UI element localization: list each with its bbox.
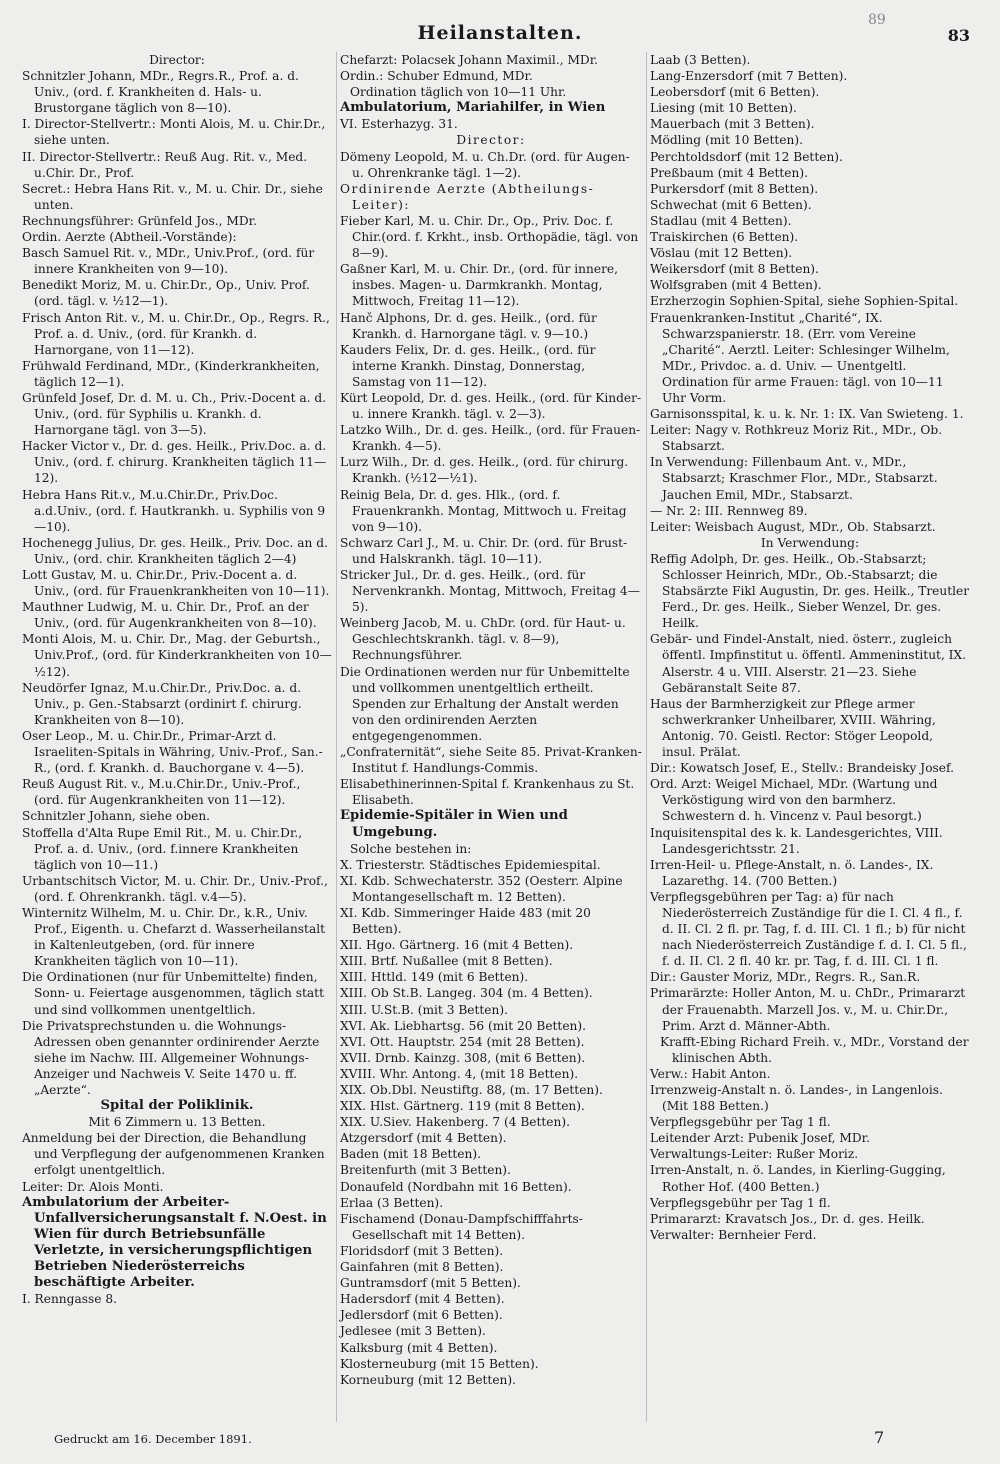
- entry: Ordin.: Schuber Edmund, MDr.: [340, 69, 533, 84]
- pencil-note: 89: [868, 12, 886, 28]
- entry: Verwaltungs-Leiter: Rußer Moriz.: [650, 1147, 859, 1162]
- entry: Dir.: Kowatsch Josef, E., Stellv.: Brandeisky Josef.: [650, 761, 954, 776]
- entry: Hochenegg Julius, Dr. ges. Heilk., Priv. Doc. an d. Univ., (ord. chir. Krankheiten täglich 2—4): [22, 535, 328, 566]
- entry: Lurz Wilh., Dr. d. ges. Heilk., (ord. für chirurg. Krankh. (½12—½1).: [340, 455, 629, 486]
- entry: Ord. Arzt: Weigel Michael, MDr. (Wartung und Verköstigung wird von den barmherz. Schwestern d. h. Vincenz v. Paul besorgt.): [650, 777, 938, 824]
- entry: Weinberg Jacob, M. u. ChDr. (ord. für Haut- u. Geschlechtskrankh. tägl. v. 8—9), Rechnungsführer.: [340, 616, 626, 663]
- entry: Ordination täglich von 10—11 Uhr.: [350, 85, 567, 100]
- entry: Leiter: Nagy v. Rothkreuz Moriz Rit., MDr., Ob. Stabsarzt.: [650, 423, 943, 454]
- column-middle: [340, 52, 642, 1388]
- entry: I. Renngasse 8.: [22, 1292, 117, 1307]
- entry: Basch Samuel Rit. v., MDr., Univ.Prof., (ord. für innere Krankheiten von 9—10).: [22, 246, 315, 277]
- entry: Traiskirchen (6 Betten).: [650, 230, 799, 245]
- entry: Dömeny Leopold, M. u. Ch.Dr. (ord. für Augen- u. Ohrenkranke tägl. 1—2).: [340, 149, 630, 180]
- entry: XIII. U.St.B. (mit 3 Betten).: [340, 1002, 508, 1017]
- entry: XIX. Hlst. Gärtnerg. 119 (mit 8 Betten).: [340, 1099, 585, 1114]
- entry: Director:: [149, 53, 205, 67]
- entry: Purkersdorf (mit 8 Betten).: [650, 181, 819, 196]
- entry: Benedikt Moriz, M. u. Chir.Dr., Op., Univ. Prof. (ord. tägl. v. ½12—1).: [22, 278, 310, 309]
- entry: Verwalter: Bernheier Ferd.: [650, 1227, 817, 1242]
- entry: Frauenkranken-Institut „Charité“, IX. Schwarzspanierstr. 18. (Err. vom Vereine „Charité“. Aerztl. Leiter: Schlesinger Wilhelm, MDr., Privdoc. a. d. Univ. — Unentgeltl. Ordination für arme Frauen: tägl. von 10—11 Uhr Vorm.: [650, 310, 950, 405]
- entry: Anmeldung bei der Direction, die Behandlung und Verpflegung der aufgenommenen Kranken erfolgt unentgeltlich.: [22, 1131, 325, 1178]
- entry: Schwarz Carl J., M. u. Chir. Dr. (ord. für Brust- und Halskrankh. tägl. 10—11).: [340, 535, 628, 566]
- entry: Chefarzt: Polacsek Johann Maximil., MDr.: [340, 53, 599, 67]
- entry: Gainfahren (mit 8 Betten).: [340, 1260, 504, 1275]
- entry: XI. Kdb. Schwechaterstr. 352 (Oesterr. Alpine Montangesellschaft m. 12 Betten).: [340, 873, 623, 904]
- entry: Stricker Jul., Dr. d. ges. Heilk., (ord. für Nervenkrankh. Montag, Mittwoch, Freitag 4—5).: [340, 568, 640, 615]
- entry: Mödling (mit 10 Betten).: [650, 133, 803, 148]
- entry: Hadersdorf (mit 4 Betten).: [340, 1292, 505, 1307]
- entry: Liesing (mit 10 Betten).: [650, 101, 797, 116]
- entry: „Confraternität“, siehe Seite 85. Privat-Kranken-Institut f. Handlungs-Commis.: [340, 745, 642, 776]
- entry: I. Director-Stellvertr.: Monti Alois, M. u. Chir.Dr., siehe unten.: [22, 117, 326, 148]
- entry: Mauthner Ludwig, M. u. Chir. Dr., Prof. an der Univ., (ord. für Augenkrankheiten von 8—10).: [22, 600, 317, 631]
- entry: Wolfsgraben (mit 4 Betten).: [650, 278, 822, 293]
- entry: Grünfeld Josef, Dr. d. M. u. Ch., Priv.-Docent a. d. Univ., (ord. für Syphilis u. Krankh. d. Harnorgane tägl. von 3—5).: [22, 390, 327, 438]
- entry: Director:: [456, 133, 526, 148]
- signature-mark: 7: [874, 1428, 885, 1447]
- entry: Laab (3 Betten).: [650, 53, 751, 67]
- entry: Atzgersdorf (mit 4 Betten).: [340, 1131, 507, 1146]
- entry: XVIII. Whr. Antong. 4, (mit 18 Betten).: [340, 1066, 579, 1081]
- column-left: [22, 52, 332, 1307]
- entry: XIX. Ob.Dbl. Neustiftg. 88, (m. 17 Betten).: [340, 1083, 603, 1097]
- entry: Kalksburg (mit 4 Betten).: [340, 1340, 498, 1355]
- entry: Breitenfurth (mit 3 Betten).: [340, 1163, 511, 1178]
- entry: Solche bestehen in:: [350, 841, 472, 856]
- entry: — Nr. 2: III. Rennweg 89.: [650, 503, 808, 518]
- entry: Die Privatsprechstunden u. die Wohnungs-Adressen oben genannter ordinirender Aerzte siehe im Nachw. III. Allgemeiner Wohnungs-Anzeiger und Nachweis V. Seite 1470 u. ff. „Aerzte“.: [22, 1018, 320, 1097]
- entry: Kürt Leopold, Dr. d. ges. Heilk., (ord. für Kinder- u. innere Krankh. tägl. v. 2—3).: [340, 390, 642, 422]
- entry: Stadlau (mit 4 Betten).: [650, 213, 792, 228]
- entry: Irren-Anstalt, n. ö. Landes, in Kierling-Gugging, Rother Hof. (400 Betten.): [650, 1163, 946, 1194]
- entry: Verw.: Habit Anton.: [650, 1066, 771, 1081]
- entry: XIII. Ob St.B. Langeg. 304 (m. 4 Betten).: [340, 986, 593, 1001]
- entry: Jedlersdorf (mit 6 Betten).: [340, 1308, 503, 1323]
- entry: Schnitzler Johann, MDr., Regrs.R., Prof. a. d. Univ., (ord. f. Krankheiten d. Hals- u. Brustorgane täglich von 8—10).: [22, 69, 299, 116]
- entry: Klosterneuburg (mit 15 Betten).: [340, 1356, 539, 1371]
- entry: Donaufeld (Nordbahn mit 16 Betten).: [340, 1179, 572, 1194]
- entry: XIX. U.Siev. Hakenberg. 7 (4 Betten).: [340, 1115, 570, 1130]
- entry: Ambulatorium, Mariahilfer, in Wien: [340, 100, 606, 116]
- entry: X. Triesterstr. Städtisches Epidemiespital.: [340, 857, 601, 872]
- entry: XI. Kdb. Simmeringer Haide 483 (mit 20 Betten).: [340, 905, 591, 937]
- entry: Haus der Barmherzigkeit zur Pflege armer schwerkranker Unheilbarer, XVIII. Währing, Antonig. 70. Geistl. Rector: Stöger Leopold, insul. Prälat.: [650, 696, 936, 760]
- entry: Dir.: Gauster Moriz, MDr., Regrs. R., San.R.: [650, 970, 921, 985]
- entry: Secret.: Hebra Hans Rit. v., M. u. Chir. Dr., siehe unten.: [22, 181, 323, 212]
- entry: Schwechat (mit 6 Betten).: [650, 197, 812, 212]
- print-date: Gedruckt am 16. December 1891.: [54, 1432, 252, 1446]
- entry: Erzherzogin Sophien-Spital, siehe Sophien-Spital.: [650, 294, 959, 309]
- column-right: [650, 52, 970, 1243]
- column-rule: [646, 52, 647, 1422]
- entry: Korneuburg (mit 12 Betten).: [340, 1372, 517, 1387]
- entry: VI. Esterhazyg. 31.: [340, 117, 458, 132]
- entry: Irren-Heil- u. Pflege-Anstalt, n. ö. Landes-, IX. Lazarethg. 14. (700 Betten.): [650, 857, 934, 888]
- entry: Perchtoldsdorf (mit 12 Betten).: [650, 149, 843, 164]
- entry: XVI. Ak. Liebhartsg. 56 (mit 20 Betten).: [340, 1018, 587, 1033]
- entry: Primararzt: Kravatsch Jos., Dr. d. ges. Heilk.: [650, 1211, 925, 1226]
- entry: Reuß August Rit. v., M.u.Chir.Dr., Univ.-Prof., (ord. für Augenkrankheiten von 11—12).: [22, 777, 301, 808]
- entry: Floridsdorf (mit 3 Betten).: [340, 1243, 504, 1258]
- entry: XVII. Drnb. Kainzg. 308, (mit 6 Betten).: [340, 1050, 586, 1065]
- entry: Monti Alois, M. u. Chir. Dr., Mag. der Geburtsh., Univ.Prof., (ord. für Kinderkrankheiten von 10—½12).: [22, 632, 332, 679]
- entry: Frühwald Ferdinand, MDr., (Kinderkrankheiten, täglich 12—1).: [22, 358, 320, 389]
- entry: XIII. Brtf. Nußallee (mit 8 Betten).: [340, 954, 553, 969]
- entry: Stoffella d'Alta Rupe Emil Rit., M. u. Chir.Dr., Prof. a. d. Univ., (ord. f.innere Krankheiten täglich von 10—11.): [22, 825, 303, 872]
- entry: Rechnungsführer: Grünfeld Jos., MDr.: [22, 213, 257, 228]
- entry: Primarärzte: Holler Anton, M. u. ChDr., Primararzt der Frauenabth. Marzell Jos. v., M. u. Chir.Dr., Prim. Arzt d. Männer-Abth.: [650, 986, 966, 1033]
- entry: Epidemie-Spitäler in Wien und Umgebung.: [340, 808, 568, 840]
- entry: Latzko Wilh., Dr. d. ges. Heilk., (ord. für Frauen-Krankh. 4—5).: [340, 423, 641, 454]
- entry: XVI. Ott. Hauptstr. 254 (mit 28 Betten).: [340, 1034, 585, 1049]
- entry: Elisabethinerinnen-Spital f. Krankenhaus zu St. Elisabeth.: [340, 777, 635, 808]
- entry: Ordinirende Aerzte (Abtheilungs-Leiter):: [340, 181, 595, 212]
- entry: Gebär- und Findel-Anstalt, nied. österr., zugleich öffentl. Impfinstitut u. öffentl. Ammeninstitut, IX. Alserstr. 4 u. VIII. Alserstr. 21—23. Siehe Gebäranstalt Seite 87.: [650, 632, 967, 695]
- entry: XII. Hgo. Gärtnerg. 16 (mit 4 Betten).: [340, 938, 574, 953]
- entry: Guntramsdorf (mit 5 Betten).: [340, 1276, 521, 1291]
- entry: Garnisonsspital, k. u. k. Nr. 1: IX. Van Swieteng. 1.: [650, 407, 964, 422]
- column-rule: [336, 52, 337, 1422]
- entry: Die Ordinationen werden nur für Unbemittelte und vollkommen unentgeltlich ertheilt. Spenden zur Erhaltung der Anstalt werden von den ordinirenden Aerzten entgegengenommen.: [340, 664, 630, 743]
- entry: Winternitz Wilhelm, M. u. Chir. Dr., k.R., Univ. Prof., Eigenth. u. Chefarzt d. Wasserheilanstalt in Kaltenleutgeben, (ord. für innere Krankheiten täglich von 10—11).: [22, 905, 326, 969]
- entry: Jedlesee (mit 3 Betten).: [340, 1324, 486, 1339]
- entry: Weikersdorf (mit 8 Betten).: [650, 262, 819, 277]
- entry: Inquisitenspital des k. k. Landesgerichtes, VIII. Landesgerichtsstr. 21.: [650, 825, 943, 856]
- entry: Neudörfer Ignaz, M.u.Chir.Dr., Priv.Doc. a. d. Univ., p. Gen.-Stabsarzt (ordinirt f. chirurg. Krankheiten von 8—10).: [22, 680, 302, 727]
- entry: Leobersdorf (mit 6 Betten).: [650, 85, 820, 100]
- entry: Reffig Adolph, Dr. ges. Heilk., Ob.-Stabsarzt; Schlosser Heinrich, MDr., Ob.-Stabsarzt; die Stabsärzte Fikl Augustin, Dr. ges. Heilk., Treutler Ferd., Dr. ges. Heilk., Sieber Wenzel, Dr. ges. Heilk.: [650, 551, 970, 631]
- entry: Hanč Alphons, Dr. d. ges. Heilk., (ord. für Krankh. d. Harnorgane tägl. v. 9—10.): [340, 310, 597, 341]
- entry: Kauders Felix, Dr. d. ges. Heilk., (ord. für interne Krankh. Dinstag, Donnerstag, Samstag von 11—12).: [340, 342, 596, 389]
- entry: Ordin. Aerzte (Abtheil.-Vorstände):: [22, 230, 237, 245]
- page-number: 83: [947, 26, 970, 45]
- entry: Verpflegsgebühren per Tag: a) für nach Niederösterreich Zuständige für die I. Cl. 4 fl., f. d. II. Cl. 2 fl. pr. Tag, f. d. III. Cl. 1 fl.; b) für nicht nach Niederösterreich Zuständige f. d. I. Cl. 5 fl., f. d. II. Cl. 2 fl. 40 kr. pr. Tag, f. d. III. Cl. 1 fl.: [650, 889, 967, 969]
- entry: Spital der Poliklinik.: [100, 1098, 254, 1114]
- entry: Irrenzweig-Anstalt n. ö. Landes-, in Langenlois. (Mit 188 Betten.): [650, 1083, 943, 1114]
- entry: Oser Leop., M. u. Chir.Dr., Primar-Arzt d. Israeliten-Spitals in Währing, Univ.-Prof., San.-R., (ord. f. Krankh. d. Bauchorgane v. 4—5).: [22, 728, 323, 776]
- entry: Erlaa (3 Betten).: [340, 1195, 444, 1210]
- entry: Hacker Victor v., Dr. d. ges. Heilk., Priv.Doc. a. d. Univ., (ord. f. chirurg. Krankheiten täglich 11—12).: [22, 439, 327, 486]
- entry: In Verwendung: Fillenbaum Ant. v., MDr., Stabsarzt; Kraschmer Flor., MDr., Stabsarzt. Jauchen Emil, MDr., Stabsarzt.: [650, 455, 938, 502]
- entry: Lang-Enzersdorf (mit 7 Betten).: [650, 69, 848, 84]
- entry: Lott Gustav, M. u. Chir.Dr., Priv.-Docent a. d. Univ., (ord. für Frauenkrankheiten von 10—11).: [22, 568, 330, 599]
- entry: Reinig Bela, Dr. d. ges. Hlk., (ord. f. Frauenkrankh. Montag, Mittwoch u. Freitag von 9—10).: [340, 487, 627, 534]
- entry: Fischamend (Donau-Dampfschifffahrts-Gesellschaft mit 14 Betten).: [340, 1211, 583, 1242]
- entry: Hebra Hans Rit.v., M.u.Chir.Dr., Priv.Doc. a.d.Univ., (ord. f. Hautkrankh. u. Syphilis von 9—10).: [22, 487, 326, 534]
- entry: Krafft-Ebing Richard Freih. v., MDr., Vorstand der klinischen Abth.: [660, 1034, 969, 1065]
- entry: Preßbaum (mit 4 Betten).: [650, 165, 808, 180]
- entry: Schnitzler Johann, siehe oben.: [22, 809, 211, 824]
- entry: Ambulatorium der Arbeiter-Unfallversicherungsanstalt f. N.Oest. in Wien für durch Betriebsunfälle Verletzte, in versicherungspflichtigen Betrieben Niederösterreichs beschäftigte Arbeiter.: [22, 1194, 327, 1291]
- entry: Verpflegsgebühr per Tag 1 fl.: [650, 1195, 831, 1210]
- entry: Leitender Arzt: Pubenik Josef, MDr.: [650, 1131, 870, 1146]
- entry: Leiter: Weisbach August, MDr., Ob. Stabsarzt.: [650, 519, 936, 534]
- entry: Fieber Karl, M. u. Chir. Dr., Op., Priv. Doc. f. Chir.(ord. f. Krkht., insb. Orthopädie, tägl. von 8—9).: [340, 213, 639, 261]
- entry: II. Director-Stellvertr.: Reuß Aug. Rit. v., Med. u.Chir. Dr., Prof.: [22, 149, 308, 180]
- entry: Baden (mit 18 Betten).: [340, 1147, 481, 1162]
- entry: Mit 6 Zimmern u. 13 Betten.: [88, 1115, 266, 1130]
- entry: Vöslau (mit 12 Betten).: [650, 246, 793, 261]
- entry: Mauerbach (mit 3 Betten).: [650, 117, 815, 132]
- entry: Die Ordinationen (nur für Unbemittelte) finden, Sonn- u. Feiertage ausgenommen, täglich statt und sind vollkommen unentgeltlich.: [22, 970, 324, 1017]
- running-head: Heilanstalten.: [417, 22, 583, 44]
- entry: In Verwendung:: [760, 535, 860, 550]
- entry: Verpflegsgebühr per Tag 1 fl.: [650, 1115, 831, 1130]
- entry: Gaßner Karl, M. u. Chir. Dr., (ord. für innere, insbes. Magen- u. Darmkrankh. Montag, Mittwoch, Freitag 11—12).: [340, 262, 619, 309]
- entry: XIII. Httld. 149 (mit 6 Betten).: [340, 970, 529, 985]
- entry: Frisch Anton Rit. v., M. u. Chir.Dr., Op., Regrs. R., Prof. a. d. Univ., (ord. für Krankh. d. Harnorgane, von 11—12).: [22, 310, 330, 357]
- entry: Leiter: Dr. Alois Monti.: [22, 1179, 164, 1194]
- entry: Urbantschitsch Victor, M. u. Chir. Dr., Univ.-Prof., (ord. f. Ohrenkrankh. tägl. v.4—5).: [22, 873, 328, 904]
